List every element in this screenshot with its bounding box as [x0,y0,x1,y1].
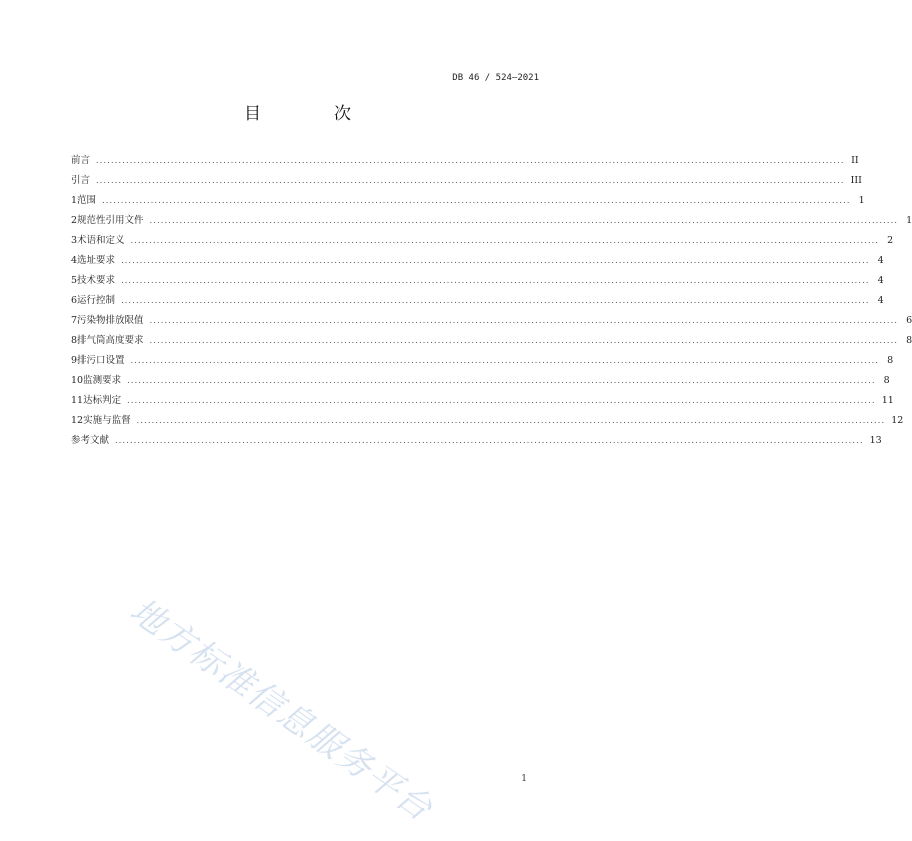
document-code: DB 46 / 524—2021 [452,73,539,83]
toc-entry-label: 运行控制 [77,295,116,306]
toc-entry[interactable] [71,431,882,451]
toc-entry-page: 8 [906,335,912,346]
toc-dot-leader: ........................................................................................................................................................................................................ [130,356,880,365]
toc-entry-label: 排污口设置 [77,355,125,366]
toc-entry-page: 1 [858,195,865,206]
toc-entry-number: 6 [71,295,78,306]
toc-entry-page: 11 [881,395,894,406]
toc-dot-leader: ........................................................................................................................................................................................................ [121,276,870,285]
toc-entry-number: 7 [71,315,78,326]
toc-dot-leader: ........................................................................................................................................................................................................ [102,196,851,205]
toc-entry[interactable] [71,311,912,331]
toc-dot-leader: ........................................................................................................................................................................................................ [96,156,845,165]
toc-entry-label: 污染物排放限值 [77,315,144,326]
toc-dot-leader: ........................................................................................................................................................................................................ [115,436,864,445]
toc-entry-label: 引言 [71,175,91,186]
toc-entry-number: 4 [71,255,78,266]
toc-dot-leader: ........................................................................................................................................................................................................ [149,316,899,325]
toc-entry[interactable] [71,251,884,271]
toc-title: 目 次 [244,104,379,124]
toc-dot-leader: ........................................................................................................................................................................................................ [121,296,870,305]
toc-entry-page: 4 [877,295,884,306]
toc-entry[interactable] [71,271,884,291]
toc-entry-page: 1 [906,215,912,226]
toc-entry-label: 前言 [71,155,91,166]
toc-entry-number: 12 [71,415,84,426]
toc-dot-leader: ........................................................................................................................................................................................................ [96,176,845,185]
toc-entry-label: 范围 [77,195,97,206]
toc-entry[interactable] [71,351,894,371]
toc-entry-number: 5 [71,275,78,286]
toc-entry-number: 8 [71,335,78,346]
toc-entry-page: III [850,175,862,186]
toc-entry-page: 12 [891,415,904,426]
watermark: 地方标准信息服务平台 [122,590,441,830]
toc-entry-page: 4 [877,255,884,266]
toc-dot-leader: ........................................................................................................................................................................................................ [121,256,870,265]
toc-entry-label: 规范性引用文件 [77,215,144,226]
toc-entry-number: 3 [71,235,78,246]
page-number: 1 [521,774,527,784]
toc-entry-label: 监测要求 [83,375,122,386]
toc-entry[interactable] [71,211,912,231]
toc-entry[interactable] [71,411,904,431]
toc-entry-label: 技术要求 [77,275,116,286]
toc-dot-leader: ........................................................................................................................................................................................................ [127,376,876,385]
toc-entry-number: 1 [71,195,78,206]
toc-entry-label: 实施与监督 [83,415,131,426]
toc-entry[interactable] [71,191,865,211]
toc-entry-number: 9 [71,355,78,366]
toc-dot-leader: ........................................................................................................................................................................................................ [149,216,899,225]
toc-entry-page: 6 [906,315,912,326]
toc-entry-page: 8 [887,355,894,366]
toc-dot-leader: ........................................................................................................................................................................................................ [136,416,886,425]
toc-entry-page: 2 [887,235,894,246]
toc-dot-leader: ........................................................................................................................................................................................................ [130,236,880,245]
toc-entry-label: 排气筒高度要求 [77,335,144,346]
toc-dot-leader: ........................................................................................................................................................................................................ [149,336,899,345]
toc-entry[interactable] [71,331,912,351]
toc-entry[interactable] [71,391,894,411]
toc-entry[interactable] [71,151,859,171]
toc-entry-page: II [851,155,859,166]
toc-entry[interactable] [71,371,890,391]
toc-entry-page: 4 [877,275,884,286]
toc-entry-number: 11 [71,395,84,406]
toc-entry-page: 8 [883,375,890,386]
toc-dot-leader: ........................................................................................................................................................................................................ [127,396,876,405]
toc-entry-label: 术语和定义 [77,235,125,246]
toc-entry[interactable] [71,291,884,311]
toc-entry[interactable] [71,231,894,251]
toc-entry-label: 达标判定 [83,395,122,406]
toc-entry-label: 参考文献 [71,435,110,446]
toc-entry-label: 选址要求 [77,255,116,266]
toc-entry[interactable] [71,171,862,191]
toc-entry-page: 13 [869,435,882,446]
table-of-contents [71,151,912,451]
toc-entry-number: 2 [71,215,78,226]
toc-entry-number: 10 [71,375,84,386]
